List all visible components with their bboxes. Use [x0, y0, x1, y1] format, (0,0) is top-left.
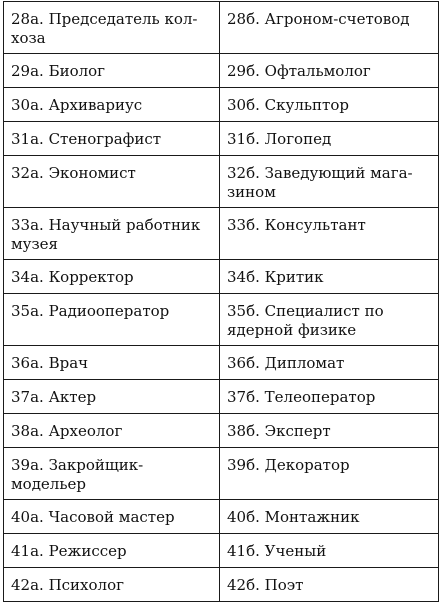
option-b-text: 29б. Офтальмолог — [227, 62, 371, 80]
option-a-text: 32а. Экономист — [11, 164, 136, 182]
option-b-cell — [220, 346, 439, 380]
option-a-text: 38а. Археолог — [11, 422, 123, 440]
table-row — [4, 122, 439, 156]
option-b-cell — [220, 88, 439, 122]
option-b-text: 34б. Критик — [227, 268, 324, 286]
option-a-cell — [4, 208, 220, 260]
option-b-text: 38б. Эксперт — [227, 422, 331, 440]
option-b-cell — [220, 380, 439, 414]
option-a-text: 40а. Часовой мастер — [11, 508, 175, 526]
option-b-cell — [220, 54, 439, 88]
option-b-cell — [220, 122, 439, 156]
option-a-text: 34а. Корректор — [11, 268, 134, 286]
option-a-cell — [4, 122, 220, 156]
table-row — [4, 414, 439, 448]
option-a-cell — [4, 54, 220, 88]
table-row — [4, 346, 439, 380]
option-b-text: 39б. Декоратор — [227, 456, 350, 474]
option-a-text: 30а. Архивариус — [11, 96, 143, 114]
option-a-cell — [4, 380, 220, 414]
option-b-text: 28б. Агроном-счетовод — [227, 10, 410, 28]
profession-pairs-body — [4, 2, 439, 602]
table-row — [4, 534, 439, 568]
option-b-cell — [220, 156, 439, 208]
table-row — [4, 500, 439, 534]
option-a-cell — [4, 294, 220, 346]
table-row — [4, 380, 439, 414]
option-b-cell — [220, 448, 439, 500]
option-a-text: 41а. Режиссер — [11, 542, 127, 560]
option-a-cell — [4, 448, 220, 500]
option-b-text: 33б. Консультант — [227, 216, 366, 234]
option-b-text: 41б. Ученый — [227, 542, 327, 560]
option-a-text: 42а. Психолог — [11, 576, 124, 594]
option-a-cell — [4, 2, 220, 54]
option-b-cell — [220, 260, 439, 294]
option-b-text: 35б. Специалист по ядерной физике — [227, 302, 384, 339]
option-a-cell — [4, 260, 220, 294]
option-b-text: 37б. Телеоператор — [227, 388, 376, 406]
option-a-cell — [4, 534, 220, 568]
option-a-cell — [4, 346, 220, 380]
option-b-cell — [220, 414, 439, 448]
table-row — [4, 208, 439, 260]
option-a-text: 36а. Врач — [11, 354, 89, 372]
table-row — [4, 156, 439, 208]
option-a-text: 35а. Радиооператор — [11, 302, 170, 320]
option-b-text: 42б. Поэт — [227, 576, 304, 594]
option-a-text: 31а. Стенографист — [11, 130, 162, 148]
option-a-cell — [4, 156, 220, 208]
table-row — [4, 294, 439, 346]
option-b-text: 32б. Заведующий мага-зином — [227, 164, 413, 201]
option-a-text: 39а. Закройщик-модельер — [11, 456, 144, 493]
table-row — [4, 54, 439, 88]
option-a-cell — [4, 88, 220, 122]
option-a-text: 28а. Председатель кол-хоза — [11, 10, 198, 47]
option-b-text: 30б. Скульптор — [227, 96, 349, 114]
option-b-text: 36б. Дипломат — [227, 354, 345, 372]
table-row — [4, 88, 439, 122]
option-b-text: 40б. Монтажник — [227, 508, 360, 526]
option-b-cell — [220, 500, 439, 534]
option-a-cell — [4, 414, 220, 448]
table-row — [4, 260, 439, 294]
option-a-cell — [4, 500, 220, 534]
table-row — [4, 2, 439, 54]
option-b-cell — [220, 294, 439, 346]
profession-pairs-table — [3, 1, 439, 602]
option-a-text: 37а. Актер — [11, 388, 97, 406]
table-row — [4, 448, 439, 500]
option-a-text: 33а. Научный работник музея — [11, 216, 201, 253]
option-a-text: 29а. Биолог — [11, 62, 106, 80]
option-b-text: 31б. Логопед — [227, 130, 332, 148]
option-b-cell — [220, 208, 439, 260]
option-a-cell — [4, 568, 220, 602]
table-row — [4, 568, 439, 602]
option-b-cell — [220, 534, 439, 568]
option-b-cell — [220, 568, 439, 602]
option-b-cell — [220, 2, 439, 54]
